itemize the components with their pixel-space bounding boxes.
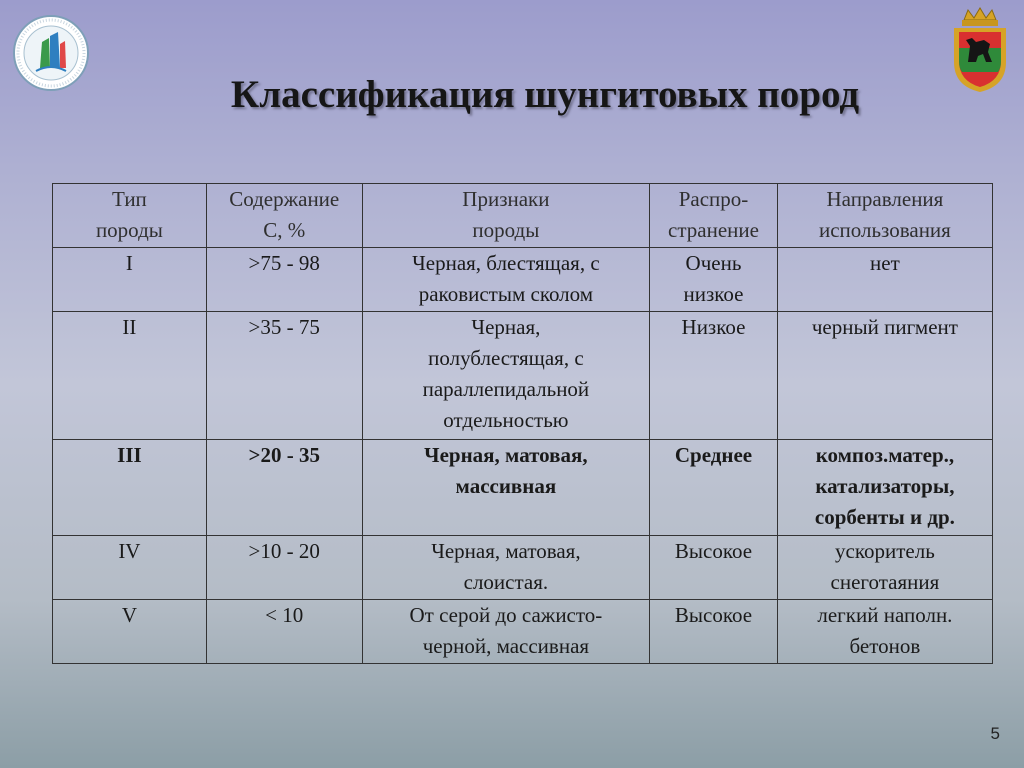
header-rock-features: Признаки породы (362, 184, 650, 248)
table-row (53, 248, 993, 312)
cell-rock-features: Черная, блестящая, с раковистым сколом (362, 248, 650, 312)
header-usage-directions: Направления использования (777, 184, 992, 248)
cell-usage: нет (777, 248, 992, 312)
cell-rock-type: III (53, 440, 207, 536)
cell-prevalence: Очень низкое (650, 248, 778, 312)
cell-rock-features: Черная, матовая, слоистая. (362, 536, 650, 600)
cell-rock-features: От серой до сажисто- черной, массивная (362, 600, 650, 664)
table-row (53, 600, 993, 664)
cell-rock-features: Черная, полублестящая, с параллепидальной отдельностью (362, 312, 650, 440)
table-row-highlighted (53, 440, 993, 536)
table-header-row (53, 184, 993, 248)
table-row (53, 312, 993, 440)
cell-rock-type: V (53, 600, 207, 664)
page-title: Классификация шунгитовых пород (230, 73, 860, 116)
cell-carbon-content: >10 - 20 (206, 536, 362, 600)
cell-prevalence: Высокое (650, 600, 778, 664)
cell-prevalence: Среднее (650, 440, 778, 536)
cell-rock-type: I (53, 248, 207, 312)
cell-prevalence: Высокое (650, 536, 778, 600)
header-rock-type: Тип породы (53, 184, 207, 248)
header-carbon-content: Содержание С, % (206, 184, 362, 248)
page-number: 5 (990, 724, 1000, 743)
cell-prevalence: Низкое (650, 312, 778, 440)
header-prevalence: Распро- странение (650, 184, 778, 248)
cell-carbon-content: < 10 (206, 600, 362, 664)
cell-usage: черный пигмент (777, 312, 992, 440)
cell-usage: композ.матер., катализаторы, сорбенты и др. (777, 440, 992, 536)
cell-usage: ускоритель снеготаяния (777, 536, 992, 600)
cell-rock-type: II (53, 312, 207, 440)
cell-rock-features: Черная, матовая, массивная (362, 440, 650, 536)
cell-carbon-content: >20 - 35 (206, 440, 362, 536)
classification-table (52, 183, 993, 664)
cell-usage: легкий наполн. бетонов (777, 600, 992, 664)
cell-rock-type: IV (53, 536, 207, 600)
cell-carbon-content: >35 - 75 (206, 312, 362, 440)
cell-carbon-content: >75 - 98 (206, 248, 362, 312)
table-row (53, 536, 993, 600)
